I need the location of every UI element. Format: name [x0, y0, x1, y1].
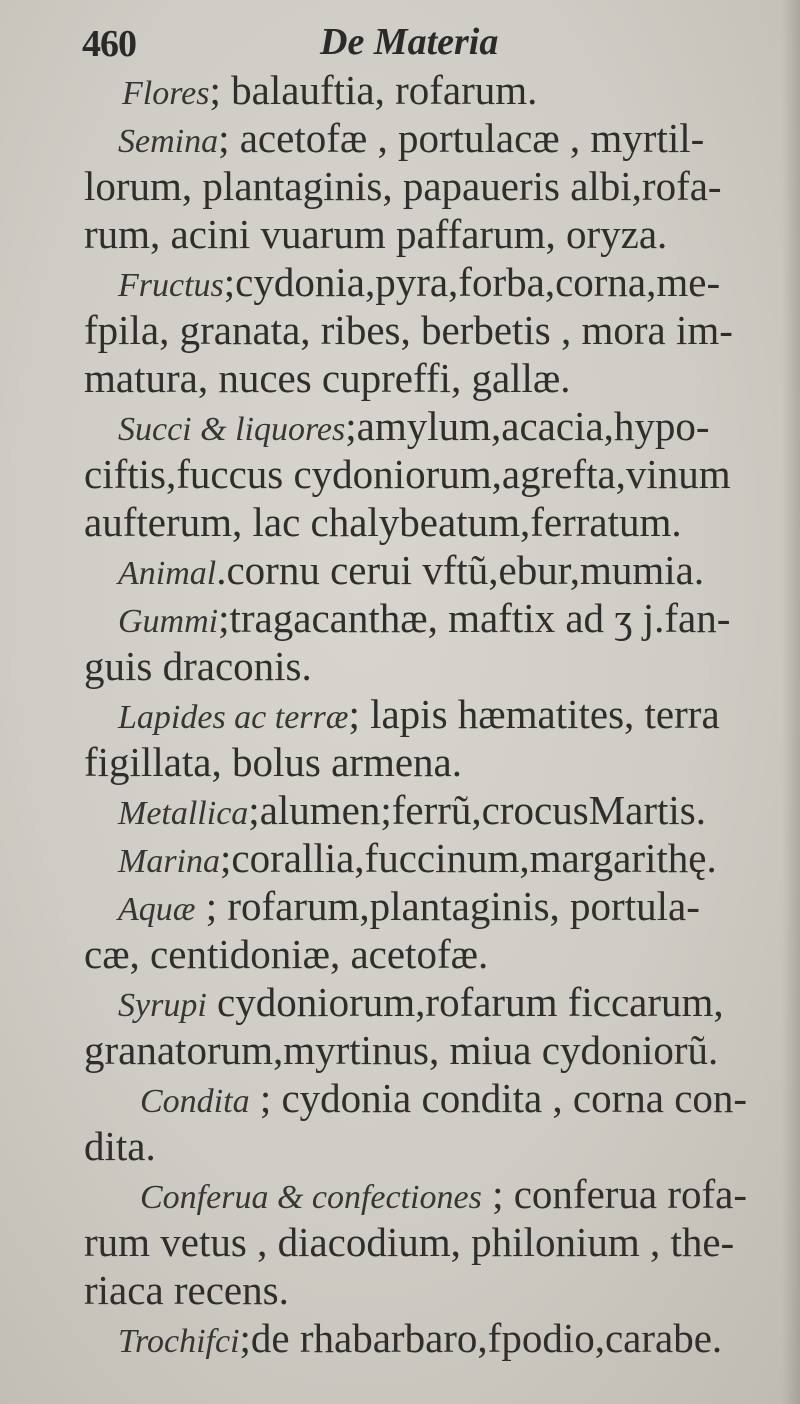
text-line	[122, 68, 537, 116]
text-line	[118, 980, 724, 1028]
section-heading: Condita	[140, 1083, 250, 1120]
section-heading: Syrupi	[118, 987, 207, 1024]
line-text: granatorum,myrtinus, miua cydoniorũ.	[84, 1027, 719, 1073]
section-heading: Aquæ	[118, 891, 196, 928]
text-line	[140, 1172, 747, 1220]
text-line	[118, 1316, 722, 1364]
line-text: ; conferua rofa-	[481, 1171, 748, 1217]
text-line	[84, 1220, 734, 1264]
text-line	[84, 1028, 718, 1072]
text-line	[84, 356, 571, 400]
text-line	[84, 452, 731, 496]
line-text: ;alumen;ferrũ,crocusMartis.	[248, 787, 706, 833]
text-line	[84, 212, 667, 256]
text-line	[84, 164, 722, 208]
text-line	[84, 644, 312, 688]
line-text: rum, acini vuarum paffarum, oryza.	[84, 211, 668, 257]
text-line	[84, 740, 462, 784]
line-text: ;corallia,fuccinum,margarithę.	[220, 835, 717, 881]
line-text: dita.	[84, 1123, 156, 1169]
line-text: ;amylum,acacia,hypo-	[345, 403, 710, 449]
line-text: cæ, centidoniæ, acetofæ.	[84, 931, 489, 977]
line-text: ; acetofæ , portulacæ , myrtil-	[218, 115, 705, 161]
text-line	[118, 788, 706, 836]
line-text: matura, nuces cupreffi, gallæ.	[84, 355, 571, 401]
section-heading: Fructus	[118, 267, 224, 304]
line-text: riaca recens.	[84, 1267, 289, 1313]
running-title: De Materia	[320, 21, 499, 63]
line-text: ; balauftia, rofarum.	[209, 67, 538, 113]
page-number: 460	[82, 23, 136, 65]
line-text: ;de rhabarbaro,fpodio,carabe.	[239, 1315, 723, 1361]
line-text: cydoniorum,rofarum ficcarum,	[206, 979, 724, 1025]
line-text: ;tragacanthæ, maftix ad ʒ j.fan-	[218, 595, 731, 641]
text-line	[118, 692, 720, 740]
section-heading: Gummi	[118, 603, 219, 640]
page-edge-shadow	[782, 0, 800, 1404]
running-header	[0, 16, 800, 66]
text-line	[118, 884, 700, 932]
line-text: guis draconis.	[84, 643, 312, 689]
section-heading: Metallica	[118, 795, 249, 832]
line-text: ciftis,fuccus cydoniorum,agrefta,vinum	[84, 451, 731, 497]
section-heading: Conferua & confectiones	[140, 1179, 482, 1216]
text-line	[118, 548, 704, 596]
line-text: lorum, plantaginis, papaueris albi,rofa-	[84, 163, 722, 209]
section-heading: Marina	[118, 843, 220, 880]
line-text: ; cydonia condita , corna con-	[249, 1075, 748, 1121]
line-text: figillata, bolus armena.	[84, 739, 462, 785]
section-heading: Trochifci	[118, 1323, 240, 1360]
text-line	[84, 932, 488, 976]
line-text: aufterum, lac chalybeatum,ferratum.	[84, 499, 682, 545]
text-line	[84, 500, 682, 544]
section-heading: Flores	[122, 75, 210, 112]
section-heading: Succi & liquores	[118, 411, 346, 448]
line-text: fpila, granata, ribes, berbetis , mora im-	[84, 307, 733, 353]
line-text: ;cydonia,pyra,forba,corna,me-	[223, 259, 721, 305]
line-text: ; lapis hæmatites, terra	[348, 691, 720, 737]
text-line	[84, 1124, 156, 1168]
text-line	[118, 836, 717, 884]
text-line	[140, 1076, 747, 1124]
text-line	[84, 308, 733, 352]
line-text: .cornu cerui vftũ,ebur,mumia.	[216, 547, 705, 593]
text-line	[118, 260, 720, 308]
line-text: rum vetus , diacodium, philonium , the-	[84, 1219, 735, 1265]
text-line	[118, 404, 710, 452]
line-text: ; rofarum,plantaginis, portula-	[195, 883, 700, 929]
section-heading: Semina	[118, 123, 219, 160]
text-line	[84, 1268, 289, 1312]
text-line	[118, 596, 730, 644]
section-heading: Animal	[118, 555, 217, 592]
text-line	[118, 116, 704, 164]
section-heading: Lapides ac terræ	[118, 699, 349, 736]
